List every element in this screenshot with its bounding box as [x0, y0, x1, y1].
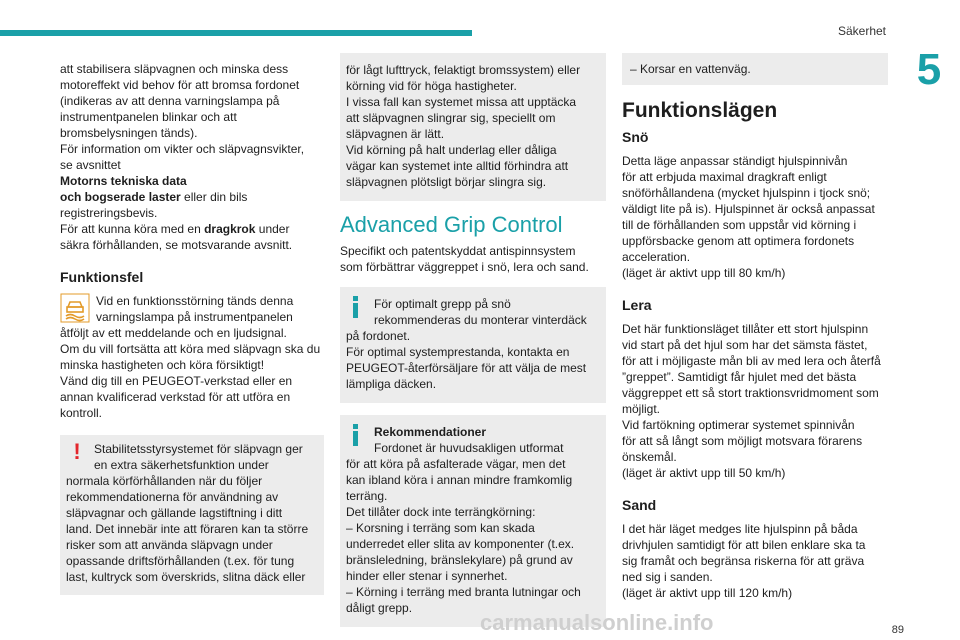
text-line: För optimalt grepp på snö — [374, 297, 511, 311]
text-line: Vänd dig till en PEUGEOT-verkstad eller en — [60, 374, 293, 388]
text-line: Stabilitetsstyrsystemet för släpvagn ger — [94, 442, 303, 456]
section-reference: Motorns tekniska data — [60, 174, 187, 188]
text-line: Specifikt och patentskyddat antispinnsystem — [340, 244, 576, 258]
text-line: på fordonet. — [346, 329, 411, 343]
text-line: för lågt lufttryck, felaktigt bromssystem) eller — [346, 63, 581, 77]
text-line: Om du vill fortsätta att köra med släpvagn ska du — [60, 342, 321, 356]
text-line: en extra säkerhetsfunktion under — [94, 458, 269, 472]
trailer-stability-warning-icon — [60, 293, 90, 323]
text-line: last, kultryck som överskrids, slitna däck eller — [66, 570, 306, 584]
text-line: normala körförhållanden när du följer — [66, 474, 263, 488]
text-line: som förbättrar väggreppet i snö, lera och sand. — [340, 260, 589, 274]
text-line: land. Det innebär inte att föraren kan ta större — [66, 522, 309, 536]
modes-heading: Funktionslägen — [622, 99, 778, 122]
text-line: rekommenderas du monterar vinterdäck — [374, 313, 587, 327]
text-line: (läget är aktivt upp till 50 km/h) — [622, 466, 786, 480]
text-line: körning vid för höga hastigheter. — [346, 79, 517, 93]
text-line: vid start på det hjul som har det sämsta fästet, — [622, 338, 868, 352]
text-line: möjligt. — [622, 402, 661, 416]
text-line: släpvagnen plötsligt börjar slingra sig. — [346, 175, 547, 189]
text-line: snöförhållandena (mycket hjulspinn i tjock snö; — [622, 186, 871, 200]
text-line: lämpliga däcken. — [346, 377, 437, 391]
text-line: För optimal systemprestanda, kontakta en — [346, 345, 570, 359]
section-reference: och bogserade laster — [60, 190, 181, 204]
text-line: se avsnittet — [60, 158, 121, 172]
page-number: 89 — [891, 624, 904, 636]
text-line: varningslampa på instrumentpanelen — [96, 310, 293, 324]
column-1 — [60, 61, 324, 595]
text-line: ”greppet”. Samtidigt får hjulet med det bästa — [622, 370, 857, 384]
text-line: till de förhållanden som uppstår vid körning i — [622, 218, 857, 232]
text-line: risker som att använda släpvagn under — [66, 538, 273, 552]
section-title: Säkerhet — [837, 24, 886, 38]
text-line: väggreppet ett så stort traktionsvridmoment som — [622, 386, 879, 400]
text-line: Vid körning på halt underlag eller dåliga — [346, 143, 557, 157]
text-line: acceleration. — [622, 250, 691, 264]
text-line: väldigt lite på is). Hjulspinnet är också anpassat — [622, 202, 875, 216]
text-line: annan kvalificerad verkstad för att utföra en — [60, 390, 291, 404]
text-line: PEUGEOT-återförsäljare för att välja de mest — [346, 361, 587, 375]
text-line: släpvagnen är lätt. — [346, 127, 445, 141]
info-icon — [346, 424, 366, 446]
text-line: dåligt grepp. — [346, 601, 413, 615]
text-line: – Korsning i terräng som kan skada — [346, 521, 535, 535]
text-line: kontroll. — [60, 406, 103, 420]
text-line: I vissa fall kan systemet missa att upptäcka — [346, 95, 577, 109]
text-line: åtföljt av ett meddelande och en ljudsignal. — [60, 326, 287, 340]
text-line: drivhjulen samtidigt för att bilen enklare ska ta — [622, 538, 866, 552]
text-line: Vid fartökning optimerar systemet spinnivån — [622, 418, 855, 432]
text-line: (läget är aktivt upp till 120 km/h) — [622, 586, 793, 600]
text-line: bränsleledning, bränslekylare) på grund av — [346, 553, 573, 567]
text-line: instrumentpanelen blinkar och att — [60, 110, 237, 124]
text-line: Det här funktionsläget tillåter ett stort hjulspinn — [622, 322, 869, 336]
text-fragment: under — [255, 222, 290, 236]
header-accent-bar — [0, 30, 472, 36]
watermark: carmanualsonline.info — [480, 610, 714, 635]
text-line: uppförsbacke genom att optimera fordonets — [622, 234, 855, 248]
fault-heading: Funktionsfel — [60, 269, 144, 285]
text-line: släpvagnar och gällande lagstiftning i ditt — [66, 506, 283, 520]
text-line: ned sig i sanden. — [622, 570, 713, 584]
agc-heading: Advanced Grip Control — [340, 212, 563, 237]
text-line: För information om vikter och släpvagnsvikter, — [60, 142, 305, 156]
warning-exclamation-icon: ! — [73, 439, 81, 464]
text-line: (läget är aktivt upp till 80 km/h) — [622, 266, 786, 280]
intro-text — [60, 61, 324, 253]
text-line: opassande driftsförhållanden (t.ex. för tung — [66, 554, 295, 568]
text-line: (indikeras av att denna varningslampa på — [60, 94, 280, 108]
text-line: underredet eller slita av komponenter (t.ex. — [346, 537, 575, 551]
chapter-number: 5 — [916, 45, 942, 94]
text-line: rekommendationerna för användning av — [66, 490, 279, 504]
text-line: för att så långt som möjligt motsvara förarens — [622, 434, 863, 448]
snow-heading: Snö — [622, 129, 649, 145]
info-box-tyres — [340, 287, 606, 403]
text-line: Fordonet är huvudsakligen utformat — [374, 441, 564, 455]
fault-section — [60, 293, 324, 421]
text-line: Det tillåter dock inte terrängkörning: — [346, 505, 536, 519]
text-line: Vid en funktionsstörning tänds denna — [96, 294, 294, 308]
text-line: hinder eller stenar i synnerhet. — [346, 569, 508, 583]
text-line: motoreffekt vid behov för att bromsa fordonet — [60, 78, 300, 92]
text-line: för att erbjuda maximal dragkraft enligt — [622, 170, 827, 184]
text-line: kan ibland köra i annan mindre framkomlig — [346, 473, 573, 487]
mud-heading: Lera — [622, 297, 652, 313]
sand-heading: Sand — [622, 497, 657, 513]
recommendations-title: Rekommendationer — [374, 425, 487, 439]
text-line: för att köra på asfalterade vägar, men det — [346, 457, 566, 471]
text-line: I det här läget medges lite hjulspinn på båda — [622, 522, 858, 536]
warning-box — [60, 435, 324, 595]
text-line: – Korsar en vattenväg. — [630, 62, 751, 76]
text-line: för att i möjligaste mån bli av med lera och återfå — [622, 354, 881, 368]
text-line: att stabilisera släpvagnen och minska dess — [60, 62, 289, 76]
text-line: att släpvagnen slingrar sig, speciellt om — [346, 111, 556, 125]
text-line: terräng. — [346, 489, 388, 503]
text-fragment: För att kunna köra med en — [60, 222, 205, 236]
keyword-dragkrok: dragkrok — [204, 222, 256, 236]
text-line: sig framåt och begränsa riskerna för att gräva — [622, 554, 865, 568]
text-line: registreringsbevis. — [60, 206, 158, 220]
text-line: – Körning i terräng med branta lutningar och — [346, 585, 581, 599]
warning-continuation-box — [340, 53, 606, 201]
info-box-recommendations — [340, 415, 606, 627]
continuation-box — [622, 53, 888, 85]
text-line: säkra förhållanden, se motsvarande avsnitt. — [60, 238, 293, 252]
text-line: bromsbelysningen tänds). — [60, 126, 198, 140]
text-line: Detta läge anpassar ständigt hjulspinnivån — [622, 154, 848, 168]
text-line: minska hastigheten och köra försiktigt! — [60, 358, 265, 372]
column-3 — [622, 53, 888, 601]
info-icon — [346, 296, 366, 318]
text-fragment: eller din bils — [180, 190, 248, 204]
text-line: önskemål. — [622, 450, 677, 464]
text-line: vägar kan systemet inte alltid förhindra att — [346, 159, 569, 173]
column-2 — [340, 53, 606, 627]
